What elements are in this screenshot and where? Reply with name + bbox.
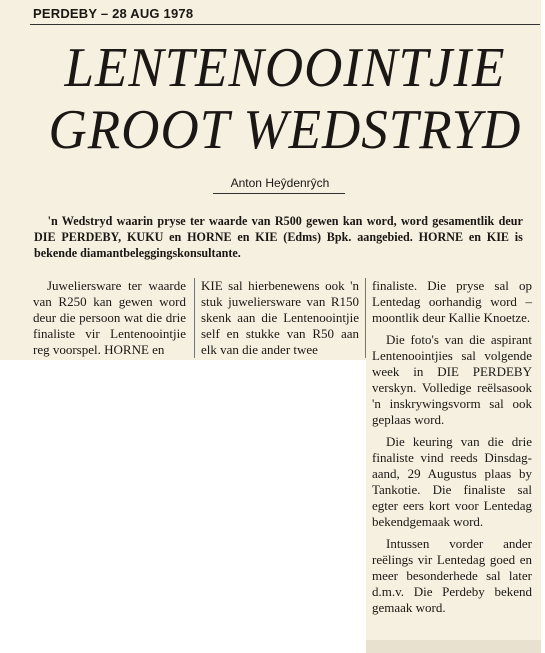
column-divider-1 <box>194 278 195 358</box>
column-3 <box>372 278 532 616</box>
headline-line-2: GROOT WEDSTRYD <box>48 99 522 161</box>
column-1-paragraph: Juweliersware ter waarde van R250 kan gewen word deur die persoon wat die drie finaliste vir Lentenoointjie reg voorspel. HORNE en <box>33 278 186 357</box>
clipping-bottom-edge <box>366 640 541 653</box>
cropped-blank-area <box>0 360 366 653</box>
column-3-paragraph-3: Die keuring van die drie finaliste vind reeds Dinsdagaand, 29 Augustus plaas by Tankotie. Die finaliste sal egter eers kort voor Lentedag bekendgemaak word. <box>372 434 532 529</box>
byline-rule <box>213 193 345 194</box>
right-margin <box>541 0 545 653</box>
column-divider-2 <box>365 278 366 358</box>
column-2 <box>201 278 359 358</box>
column-3-paragraph-1: finaliste. Die pryse sal op Lentedag oorhandig word – moontlik deur Kallie Knoetze. <box>372 278 532 325</box>
column-1 <box>33 278 186 358</box>
column-3-paragraph-2: Die foto's van die aspirant Lentenoointjies sal volgende week in DIE PERDEBY verskyn. Volledige reëlsasook 'n inskrywingsvorm sal ook geplaas word. <box>372 332 532 427</box>
byline: Anton Heŷdenrŷch <box>230 176 330 190</box>
headline-line-1: LENTENOOINTJIE <box>64 37 506 99</box>
masthead: PERDEBY – 28 AUG 1978 <box>33 6 194 21</box>
column-2-paragraph: KIE sal hierbenewens ook 'n stuk juweliersware van R150 skenk aan die Lentenoointjie self en stukke van R50 aan elk van die ander twee <box>201 278 359 357</box>
column-3-paragraph-4: Intussen vorder ander reëlings vir Lentedag goed en meer besonderhede sal later d.m.v. Die Perdeby bekend gemaak word. <box>372 536 532 615</box>
lead-text: 'n Wedstryd waarin pryse ter waarde van R500 gewen kan word, word gesamentlik deur DIE PERDEBY, KUKU en HORNE en KIE (Edms) Bpk. aangebied. HORNE en KIE is bekende diamantbeleggingskonsultante. <box>34 214 523 260</box>
masthead-rule <box>30 24 540 25</box>
lead-paragraph <box>34 213 523 261</box>
